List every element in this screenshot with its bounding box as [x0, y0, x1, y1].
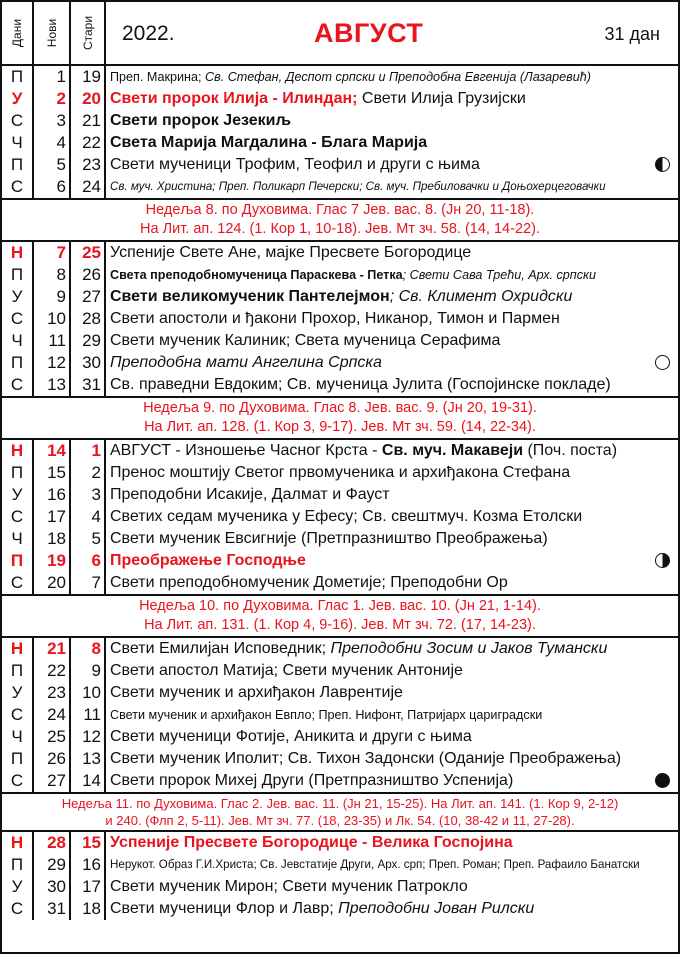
sunday-readings-line: Недеља 8. по Духовима. Глас 7 Јев. вас. 8. (Јн 20, 11-18).	[145, 202, 535, 218]
feast-text-part: Преображење Господње	[110, 552, 306, 569]
day-row	[2, 550, 678, 572]
week-block	[2, 638, 678, 792]
day-row	[2, 704, 678, 726]
feast-text-part: Свети мученик Калиник; Света мученица Серафима	[110, 332, 501, 349]
day-row	[2, 832, 678, 854]
weekday-letter: С	[2, 110, 34, 132]
new-date: 24	[34, 704, 71, 726]
week-block	[2, 832, 678, 920]
old-date: 3	[71, 484, 106, 506]
weekday-letter: С	[2, 572, 34, 594]
feast-text-part: Св. Стефан, Деспот српски и Преподобна Евгенија (Лазаревић)	[205, 70, 591, 84]
column-header-new: Нови	[34, 2, 71, 64]
feast-text-part: (Поч. поста)	[523, 442, 618, 459]
weekday-letter: Ч	[2, 330, 34, 352]
feast-text-part: Св. муч. Христина; Преп. Поликарп Печерски; Св. муч. Пребиловачки и Доњохерцеговачки	[110, 180, 606, 193]
column-header-days: Дани	[2, 2, 34, 64]
feast-text	[110, 550, 674, 572]
day-row	[2, 770, 678, 792]
old-date: 23	[71, 154, 106, 176]
feast-text	[110, 660, 674, 682]
weekday-letter: П	[2, 352, 34, 374]
day-row	[2, 264, 678, 286]
feast-text-part: Свети мученици Фотије, Аникита и други с њима	[110, 728, 472, 745]
old-date: 25	[71, 242, 106, 264]
day-row	[2, 66, 678, 88]
day-row	[2, 330, 678, 352]
old-date: 17	[71, 876, 106, 898]
feast-text	[110, 154, 674, 176]
day-row	[2, 154, 678, 176]
sunday-readings	[2, 594, 678, 638]
feast-text	[110, 352, 674, 374]
month-title: АВГУСТ	[314, 18, 424, 48]
old-date: 16	[71, 854, 106, 876]
old-date: 2	[71, 462, 106, 484]
new-date: 16	[34, 484, 71, 506]
feast-text-part: Свети Илија Грузијски	[357, 90, 526, 107]
first-quarter-moon-icon	[655, 553, 670, 568]
day-row	[2, 176, 678, 198]
feast-text	[110, 484, 674, 506]
feast-text-part: Свети мученик Евсигније (Претпразништво Преображења)	[110, 530, 548, 547]
feast-text	[110, 374, 674, 396]
weekday-letter: Ч	[2, 726, 34, 748]
new-date: 31	[34, 898, 71, 920]
new-date: 12	[34, 352, 71, 374]
sunday-readings	[2, 792, 678, 832]
feast-text-part: Свети апостоли и ђакони Прохор, Никанор, Тимон и Пармен	[110, 310, 560, 327]
feast-text-part: Свети мученици Трофим, Теофил и други с њима	[110, 156, 480, 173]
day-row	[2, 440, 678, 462]
feast-text	[110, 66, 674, 88]
feast-text-part: Преп. Макрина;	[110, 70, 206, 84]
full-moon-icon	[655, 355, 670, 370]
sunday-readings-line: Недеља 9. по Духовима. Глас 8. Јев. вас. 9. (Јн 20, 19-31).	[143, 400, 537, 416]
weekday-letter: Ч	[2, 528, 34, 550]
day-row	[2, 876, 678, 898]
old-date: 21	[71, 110, 106, 132]
new-date: 7	[34, 242, 71, 264]
new-date: 15	[34, 462, 71, 484]
weekday-letter: П	[2, 748, 34, 770]
feast-text-part: Успеније Пресвете Богородице - Велика Госпојина	[110, 834, 513, 851]
old-date: 9	[71, 660, 106, 682]
day-row	[2, 506, 678, 528]
day-row	[2, 484, 678, 506]
old-date: 18	[71, 898, 106, 920]
feast-text	[110, 704, 674, 726]
year: 2022.	[122, 22, 175, 45]
feast-text-part: Свети мученик и архиђакон Евпло; Преп. Нифонт, Патријарх цариградски	[110, 708, 543, 722]
old-date: 24	[71, 176, 106, 198]
week-block	[2, 242, 678, 396]
day-row	[2, 308, 678, 330]
feast-text	[110, 308, 674, 330]
day-row	[2, 638, 678, 660]
old-date: 29	[71, 330, 106, 352]
feast-text-part: Св. муч. Макавеји	[381, 442, 524, 459]
feast-text-part: Преподобни Исакије, Далмат и Фауст	[110, 486, 390, 503]
weekday-letter: Н	[2, 440, 34, 462]
week-block	[2, 66, 678, 198]
feast-text	[110, 528, 674, 550]
feast-text-part: Преподобни Зосим и Јаков Тумански	[330, 640, 608, 657]
feast-text	[110, 854, 674, 876]
feast-text-part: Свети мученик Мирон; Свети мученик Патрокло	[110, 878, 468, 895]
weekday-letter: П	[2, 264, 34, 286]
new-date: 28	[34, 832, 71, 854]
feast-text	[110, 726, 674, 748]
old-date: 20	[71, 88, 106, 110]
weekday-letter: П	[2, 660, 34, 682]
weekday-letter: С	[2, 308, 34, 330]
feast-text	[110, 876, 674, 898]
feast-text-part: Свети Емилијан Исповедник;	[110, 640, 331, 657]
day-row	[2, 286, 678, 308]
feast-text-part: Свети пророк Михеј Други (Претпразништво Успенија)	[110, 772, 514, 789]
feast-text-part: ; Свети Сава Трећи, Арх. српски	[402, 268, 596, 282]
feast-text	[110, 638, 674, 660]
new-date: 25	[34, 726, 71, 748]
new-date: 6	[34, 176, 71, 198]
feast-text	[110, 88, 674, 110]
feast-text	[110, 572, 674, 594]
weekday-letter: П	[2, 462, 34, 484]
sunday-readings-line: Недеља 11. по Духовима. Глас 2. Јев. вас. 11. (Јн 21, 15-25). На Лит. ап. 141. (1. Кор 9, 2-12)	[61, 796, 619, 811]
feast-text-part: Свети пророк Језекиљ	[110, 112, 291, 129]
column-header-old: Стари	[71, 2, 106, 64]
sunday-readings-line: На Лит. ап. 131. (1. Кор 4, 9-16). Јев. Мт зч. 72. (17, 14-23).	[144, 617, 536, 633]
old-date: 1	[71, 440, 106, 462]
feast-text	[110, 286, 674, 308]
weekday-letter: П	[2, 550, 34, 572]
day-row	[2, 110, 678, 132]
feast-text	[110, 898, 674, 920]
feast-text-part: Пренос моштију Светог првомученика и архиђакона Стефана	[110, 464, 571, 481]
sunday-readings	[2, 198, 678, 242]
day-row	[2, 572, 678, 594]
new-date: 26	[34, 748, 71, 770]
day-row	[2, 682, 678, 704]
old-date: 6	[71, 550, 106, 572]
feast-text-part: Свети апостол Матија; Свети мученик Антоније	[110, 662, 463, 679]
old-date: 13	[71, 748, 106, 770]
day-row	[2, 352, 678, 374]
day-row	[2, 748, 678, 770]
feast-text-part: Света преподобномученица Параскева - Петка	[110, 268, 403, 282]
last-quarter-moon-icon	[655, 157, 670, 172]
old-date: 31	[71, 374, 106, 396]
feast-text	[110, 110, 674, 132]
old-date: 19	[71, 66, 106, 88]
feast-text-part: Нерукот. Образ Г.И.Христа; Св. Јевстатије Други, Арх. срп; Преп. Роман; Преп. Рафаило Банатски	[110, 858, 640, 871]
weekday-letter: П	[2, 66, 34, 88]
weekday-letter: Н	[2, 638, 34, 660]
weekday-letter: У	[2, 876, 34, 898]
feast-text	[110, 748, 674, 770]
weekday-letter: Н	[2, 832, 34, 854]
day-row	[2, 854, 678, 876]
old-date: 26	[71, 264, 106, 286]
new-date: 18	[34, 528, 71, 550]
new-date: 27	[34, 770, 71, 792]
feast-text	[110, 176, 674, 198]
weekday-letter: У	[2, 484, 34, 506]
new-date: 29	[34, 854, 71, 876]
new-date: 1	[34, 66, 71, 88]
feast-text-part: Преподобни Јован Рилски	[338, 900, 535, 917]
feast-text	[110, 506, 674, 528]
day-row	[2, 660, 678, 682]
new-date: 5	[34, 154, 71, 176]
day-row	[2, 242, 678, 264]
feast-text-part: ; Св. Климент Охридски	[389, 288, 573, 305]
old-date: 15	[71, 832, 106, 854]
new-date: 19	[34, 550, 71, 572]
feast-text	[110, 132, 674, 154]
weekday-letter: У	[2, 682, 34, 704]
new-date: 3	[34, 110, 71, 132]
feast-text-part: Светих седам мученика у Ефесу; Св. свештмуч. Козма Етолски	[110, 508, 583, 525]
days-count: 31 дан	[604, 24, 660, 44]
weekday-letter: У	[2, 88, 34, 110]
feast-text-part: Свети пророк Илија - Илиндан;	[110, 90, 358, 107]
sunday-readings-line: На Лит. ап. 128. (1. Кор 3, 9-17). Јев. Мт зч. 59. (14, 22-34).	[144, 419, 536, 435]
day-row	[2, 374, 678, 396]
feast-text-part: АВГУСТ - Изношење Часног Крста -	[110, 442, 382, 459]
feast-text	[110, 242, 674, 264]
weeks-container	[2, 66, 678, 920]
calendar-header	[2, 2, 678, 66]
day-row	[2, 898, 678, 920]
new-date: 11	[34, 330, 71, 352]
new-date: 13	[34, 374, 71, 396]
old-date: 8	[71, 638, 106, 660]
day-row	[2, 528, 678, 550]
old-date: 12	[71, 726, 106, 748]
feast-text-part: Свети мученици Флор и Лавр;	[110, 900, 339, 917]
weekday-letter: С	[2, 374, 34, 396]
weekday-letter: У	[2, 286, 34, 308]
day-row	[2, 132, 678, 154]
old-date: 27	[71, 286, 106, 308]
weekday-letter: С	[2, 704, 34, 726]
new-date: 2	[34, 88, 71, 110]
feast-text	[110, 330, 674, 352]
old-date: 28	[71, 308, 106, 330]
day-row	[2, 726, 678, 748]
new-date: 17	[34, 506, 71, 528]
feast-text-part: Свети преподобномученик Дометије; Преподобни Ор	[110, 574, 508, 591]
old-date: 5	[71, 528, 106, 550]
old-date: 14	[71, 770, 106, 792]
feast-text-part: Свети мученик и архиђакон Лаврентије	[110, 684, 403, 701]
feast-text-part: Св. праведни Евдоким; Св. мученица Јулита (Госпојинске покладе)	[110, 376, 611, 393]
weekday-letter: П	[2, 154, 34, 176]
feast-text-part: Преподобна мати Ангелина Српска	[110, 354, 382, 371]
old-date: 10	[71, 682, 106, 704]
new-date: 21	[34, 638, 71, 660]
day-row	[2, 462, 678, 484]
sunday-readings-line: и 240. (Флп 2, 5-11). Јев. Мт зч. 77. (18, 23-35) и Лк. 54. (10, 38-42 и 11, 27-28).	[105, 813, 575, 828]
new-date: 22	[34, 660, 71, 682]
feast-text-part: Свети великомученик Пантелејмон	[110, 288, 390, 305]
week-block	[2, 440, 678, 594]
new-date: 14	[34, 440, 71, 462]
weekday-letter: С	[2, 506, 34, 528]
new-date: 30	[34, 876, 71, 898]
old-date: 4	[71, 506, 106, 528]
old-date: 22	[71, 132, 106, 154]
feast-text-part: Успеније Свете Ане, мајке Пресвете Богородице	[110, 244, 472, 261]
feast-text	[110, 770, 674, 792]
old-date: 7	[71, 572, 106, 594]
weekday-letter: С	[2, 898, 34, 920]
feast-text	[110, 462, 674, 484]
feast-text-part: Свети мученик Иполит; Св. Тихон Задонски (Оданије Преображења)	[110, 750, 622, 767]
weekday-letter: Н	[2, 242, 34, 264]
weekday-letter: П	[2, 854, 34, 876]
weekday-letter: Ч	[2, 132, 34, 154]
new-date: 9	[34, 286, 71, 308]
feast-text	[110, 440, 674, 462]
new-date: 8	[34, 264, 71, 286]
sunday-readings	[2, 396, 678, 440]
feast-text	[110, 682, 674, 704]
sunday-readings-line: Недеља 10. по Духовима. Глас 1. Јев. вас. 10. (Јн 21, 1-14).	[139, 598, 541, 614]
feast-text	[110, 832, 674, 854]
day-row	[2, 88, 678, 110]
sunday-readings-line: На Лит. ап. 124. (1. Кор 1, 10-18). Јев. Мт зч. 58. (14, 14-22).	[140, 221, 540, 237]
weekday-letter: С	[2, 770, 34, 792]
feast-text-part: Света Марија Магдалина - Блага Марија	[110, 134, 428, 151]
old-date: 30	[71, 352, 106, 374]
old-date: 11	[71, 704, 106, 726]
new-date: 23	[34, 682, 71, 704]
new-date: 20	[34, 572, 71, 594]
feast-text	[110, 264, 674, 286]
new-moon-icon	[655, 773, 670, 788]
weekday-letter: С	[2, 176, 34, 198]
new-date: 10	[34, 308, 71, 330]
new-date: 4	[34, 132, 71, 154]
